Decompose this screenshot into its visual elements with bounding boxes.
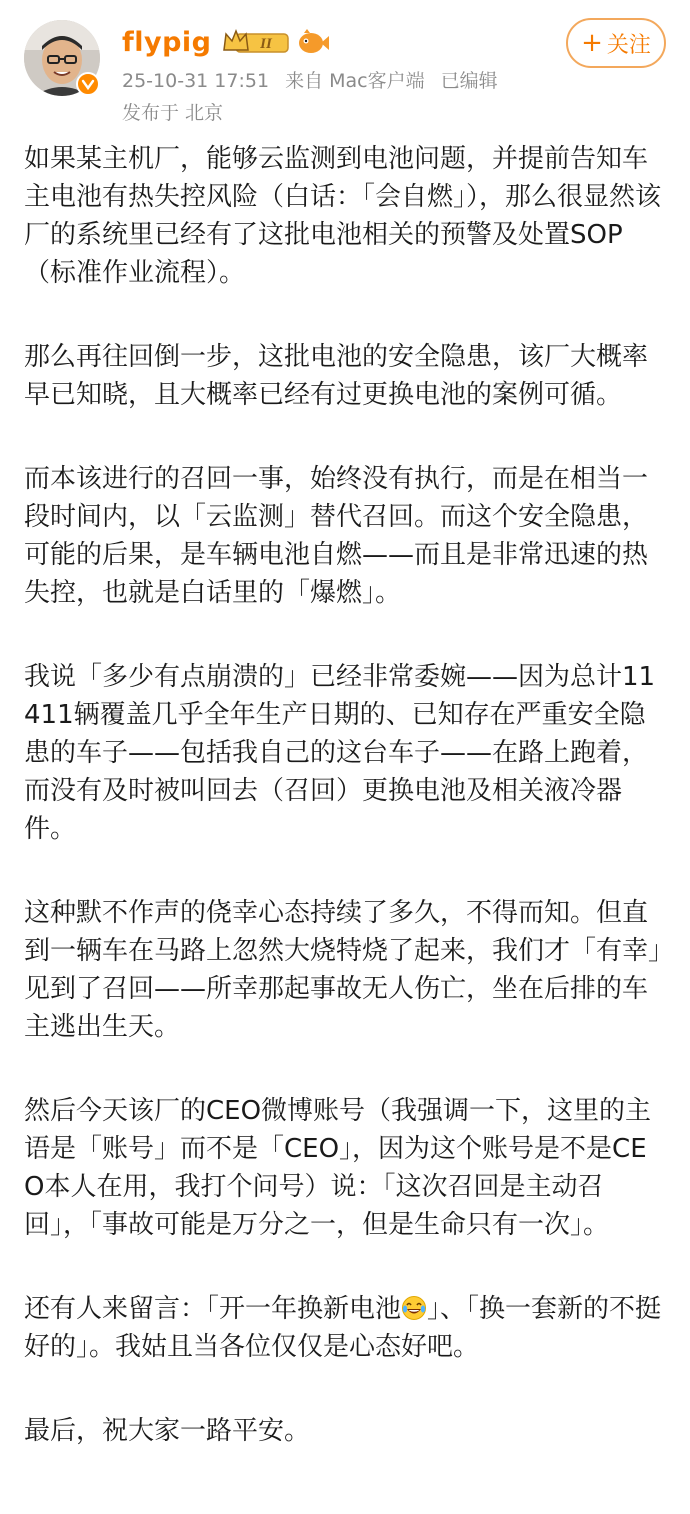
post-paragraph: 那么再往回倒一步，这批电池的安全隐患，该厂大概率早已知晓，且大概率已经有过更换电池的案例可循。 <box>24 342 649 410</box>
username[interactable]: flypig <box>122 26 212 58</box>
post-paragraph <box>24 1290 666 1366</box>
plus-icon: + <box>581 28 603 58</box>
post-paragraph: 最后，祝大家一路平安。 <box>24 1416 311 1446</box>
post-paragraph: 如果某主机厂，能够云监测到电池问题，并提前告知车主电池有热失控风险（白话：「会自燃」），那么很显然该厂的系统里已经有了这批电池相关的预警及处置SOP（标准作业流程）。 <box>24 144 662 288</box>
post-paragraph: 这种默不作声的侥幸心态持续了多久，不得而知。但直到一辆车在马路上忽然大烧特烧了起来，我们才「有幸」见到了召回——所幸那起事故无人伤亡，坐在后排的车主逃出生天。 <box>24 898 662 1042</box>
fish-badge-icon[interactable] <box>296 27 330 57</box>
vip-level: II <box>259 36 272 52</box>
post-source: 来自 Mac客户端 <box>285 70 425 92</box>
verified-badge-icon <box>76 72 100 96</box>
post-body <box>24 140 666 1450</box>
post-paragraph: 然后今天该厂的CEO微博账号（我强调一下，这里的主语是「账号」而不是「CEO」，因为这个账号是不是CEO本人在用，我打个问号）说：「这次召回是主动召回」，「事故可能是万分之一，但是生命只有一次」。 <box>24 1096 652 1240</box>
laughing-tears-emoji-icon <box>401 1295 427 1321</box>
post-location: 发布于 北京 <box>122 102 224 124</box>
follow-button[interactable] <box>566 18 666 68</box>
post-timestamp: 25-10-31 17:51 <box>122 70 270 92</box>
post-paragraph: 而本该进行的召回一事，始终没有执行，而是在相当一段时间内，以「云监测」替代召回。而这个安全隐患，可能的后果，是车辆电池自燃——而且是非常迅速的热失控，也就是白话里的「爆燃」。 <box>24 464 649 608</box>
post-paragraph: 我说「多少有点崩溃的」已经非常委婉——因为总计11411辆覆盖几乎全年生产日期的、已知存在严重安全隐患的车子——包括我自己的这台车子——在路上跑着，而没有及时被叫回去（召回）更换电池及相关液冷器件。 <box>24 662 656 844</box>
paragraph-text-before-emoji: 还有人来留言：「开一年换新电池 <box>24 1294 402 1324</box>
post-header <box>0 0 690 140</box>
paragraph-text-after-emoji: 」、「换一套新的不挺好的」。我姑且当各位仅仅是心态好吧。 <box>24 1294 662 1362</box>
follow-label: 关注 <box>606 32 651 58</box>
vip-crown-icon[interactable] <box>222 28 292 56</box>
name-row <box>122 22 330 62</box>
post-meta <box>122 66 508 93</box>
post-edited-label[interactable]: 已编辑 <box>440 70 498 92</box>
